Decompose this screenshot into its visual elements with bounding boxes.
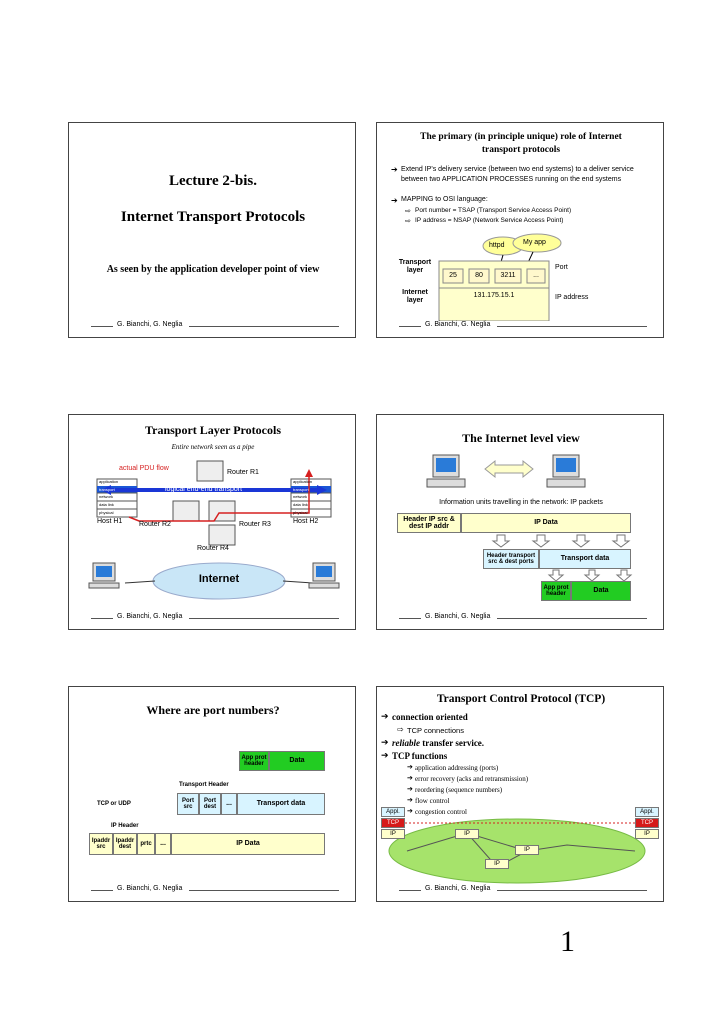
port-dest-box: Port dest: [199, 793, 221, 815]
data-box: Data: [571, 581, 631, 601]
bullet-arrow-icon: ➔: [381, 711, 389, 721]
h2-layer-network: network: [293, 494, 308, 499]
h2-layer-application: application: [293, 479, 313, 484]
left-appl-box: Appl.: [381, 807, 405, 817]
cloud-myapp-label: My app: [523, 239, 546, 246]
transport-ellipsis-box: ...: [221, 793, 237, 815]
slide-title: Transport Layer Protocols: [145, 423, 281, 437]
slide-footer: [69, 885, 355, 895]
port-label: Port: [555, 264, 568, 271]
logical-transport-label: logical end-end transport: [165, 486, 243, 493]
computer-right-icon: [547, 455, 585, 487]
right-tcp-box: TCP: [635, 818, 659, 828]
data-box: Data: [269, 751, 325, 771]
bullet-extend: Extend IP's delivery service (between two end systems) to a deliver service between two APPLICATION PROCESSES running on the end systems: [401, 166, 634, 183]
slide-subtitle: Entire network seen as a pipe: [171, 443, 255, 451]
ip-data-box: IP Data: [171, 833, 325, 855]
pdu-flow-label: actual PDU flow: [119, 465, 169, 472]
h2-layer-physical: physical: [293, 510, 308, 515]
right-ip-box: IP: [635, 829, 659, 839]
ip-value: 131.175.15.1: [473, 292, 515, 299]
func-error-recovery: error recovery (acks and retransmission): [415, 775, 529, 783]
router-r1-label: Router R1: [227, 469, 259, 476]
slide-footer: [377, 321, 663, 331]
transport-data-box: Transport data: [539, 549, 631, 569]
app-prot-box: App prot header: [239, 751, 269, 771]
slide-footer: [377, 613, 663, 623]
sub-port: Port number = TSAP (Transport Service Access Point): [415, 207, 572, 214]
ip-address-label: IP address: [555, 294, 589, 301]
bullet-reliable: [392, 738, 484, 748]
slide-title: Where are port numbers?: [146, 703, 280, 717]
footer-text: G. Bianchi, G. Neglia: [425, 613, 491, 620]
right-appl-box: Appl.: [635, 807, 659, 817]
router-ip-box-1: IP: [455, 829, 479, 839]
computers-diagram: [377, 451, 664, 501]
slide-internet-level-view: [376, 414, 664, 630]
h1-layer-transport: transport: [99, 487, 115, 492]
ip-ellipsis-box: ...: [155, 833, 171, 855]
reliable-rest: transfer service.: [420, 738, 485, 748]
footer-text: G. Bianchi, G. Neglia: [425, 321, 491, 328]
h1-layer-network: network: [99, 494, 114, 499]
bullet-arrow-icon: ➔: [391, 196, 398, 205]
slide-tcp: [376, 686, 664, 902]
router-r3-label: Router R3: [239, 521, 271, 528]
sub-arrow-icon: ⇨: [405, 208, 411, 215]
bullet-tcp-functions: TCP functions: [392, 751, 448, 761]
internet-cloud-label: Internet: [198, 573, 240, 585]
double-arrow-icon: [485, 461, 533, 477]
app-prot-box: App prot header: [541, 581, 571, 601]
slide-title: The primary (in principle unique) role of Internet transport protocols: [420, 132, 622, 155]
func-arrow-icon: ➔: [407, 774, 413, 782]
ip-header-label: IP Header: [111, 823, 139, 829]
footer-text: G. Bianchi, G. Neglia: [117, 613, 183, 620]
h1-layer-datalink: data link: [99, 502, 114, 507]
func-flow-control: flow control: [415, 797, 450, 805]
reliable-word: reliable: [392, 738, 420, 748]
computer-left-icon: [427, 455, 465, 487]
footer-text: G. Bianchi, G. Neglia: [425, 885, 491, 892]
slide-port-numbers: [68, 686, 356, 902]
header-ip-box: Header IP src & dest IP addr: [397, 513, 461, 533]
bullet-arrow-icon: ➔: [381, 737, 389, 747]
port-src-box: Port src: [177, 793, 199, 815]
bullet-connection-oriented: connection oriented: [392, 712, 468, 722]
ipaddr-dest-box: Ipaddr dest: [113, 833, 137, 855]
transport-data-box: Transport data: [237, 793, 325, 815]
slide-footer: [377, 885, 663, 895]
sub-arrow-icon: ⇨: [397, 725, 404, 734]
footer-text: G. Bianchi, G. Neglia: [117, 321, 183, 328]
port-3211: 3211: [500, 272, 516, 279]
ip-data-box: IP Data: [461, 513, 631, 533]
bullet-tcp-connections: TCP connections: [407, 726, 464, 735]
arrows-down: [377, 533, 664, 549]
tcp-udp-label: TCP or UDP: [97, 801, 131, 807]
slide-transport-role: [376, 122, 664, 338]
slide-lecture-title: [68, 122, 356, 338]
slide-transport-layer-protocols: [68, 414, 356, 630]
h1-layer-application: application: [99, 479, 119, 484]
router-r4-label: Router R4: [197, 545, 229, 552]
header-transport-box: Header transport src & dest ports: [483, 549, 539, 569]
func-reordering: reordering (sequence numbers): [415, 786, 503, 794]
func-arrow-icon: ➔: [407, 763, 413, 771]
lecture-title: Lecture 2-bis.: [168, 173, 258, 189]
port-ellipsis: ...: [533, 272, 539, 279]
router-r2-label: Router R2: [139, 521, 171, 528]
cloud-httpd-label: httpd: [489, 242, 505, 249]
h2-layer-transport: transport: [293, 487, 309, 492]
bullet-mapping: MAPPING to OSI language:: [401, 196, 488, 203]
h2-layer-datalink: data link: [293, 502, 308, 507]
lecture-subtitle: Internet Transport Protocols: [120, 209, 306, 225]
router-ip-box-2: IP: [515, 845, 539, 855]
port-25: 25: [449, 272, 457, 279]
slide-footer: [69, 321, 355, 331]
router-ip-box-3: IP: [485, 859, 509, 869]
page-number: 1: [560, 925, 575, 958]
h1-layer-physical: physical: [99, 510, 114, 515]
transport-layer-label: Transport layer: [398, 259, 432, 274]
sub-arrow-icon: ⇨: [405, 218, 411, 225]
internet-layer-label: Internet layer: [402, 289, 428, 304]
slide-footer: [69, 613, 355, 623]
func-arrow-icon: ➔: [407, 785, 413, 793]
func-arrow-icon: ➔: [407, 807, 413, 815]
slide-title: Transport Control Protocol (TCP): [436, 693, 606, 705]
transport-header-label: Transport Header: [179, 782, 229, 788]
bullet-arrow-icon: ➔: [381, 750, 389, 760]
left-tcp-box: TCP: [381, 818, 405, 828]
info-text: Information units travelling in the network: IP packets: [439, 499, 603, 506]
host-h2-label: Host H2: [293, 518, 319, 525]
lecture-tagline: As seen by the application developer point of view: [106, 264, 320, 275]
prtc-box: prtc: [137, 833, 155, 855]
ipaddr-src-box: Ipaddr src: [89, 833, 113, 855]
host-h1-label: Host H1: [97, 518, 123, 525]
port-80: 80: [475, 272, 483, 279]
func-arrow-icon: ➔: [407, 796, 413, 804]
func-congestion-control: congestion control: [415, 808, 467, 816]
bullet-arrow-icon: ➔: [391, 165, 398, 174]
slide-title: The Internet level view: [462, 431, 580, 445]
left-ip-box: IP: [381, 829, 405, 839]
func-addressing: application addressing (ports): [415, 764, 499, 772]
footer-text: G. Bianchi, G. Neglia: [117, 885, 183, 892]
sub-ip: IP address = NSAP (Network Service Access Point): [415, 217, 564, 224]
